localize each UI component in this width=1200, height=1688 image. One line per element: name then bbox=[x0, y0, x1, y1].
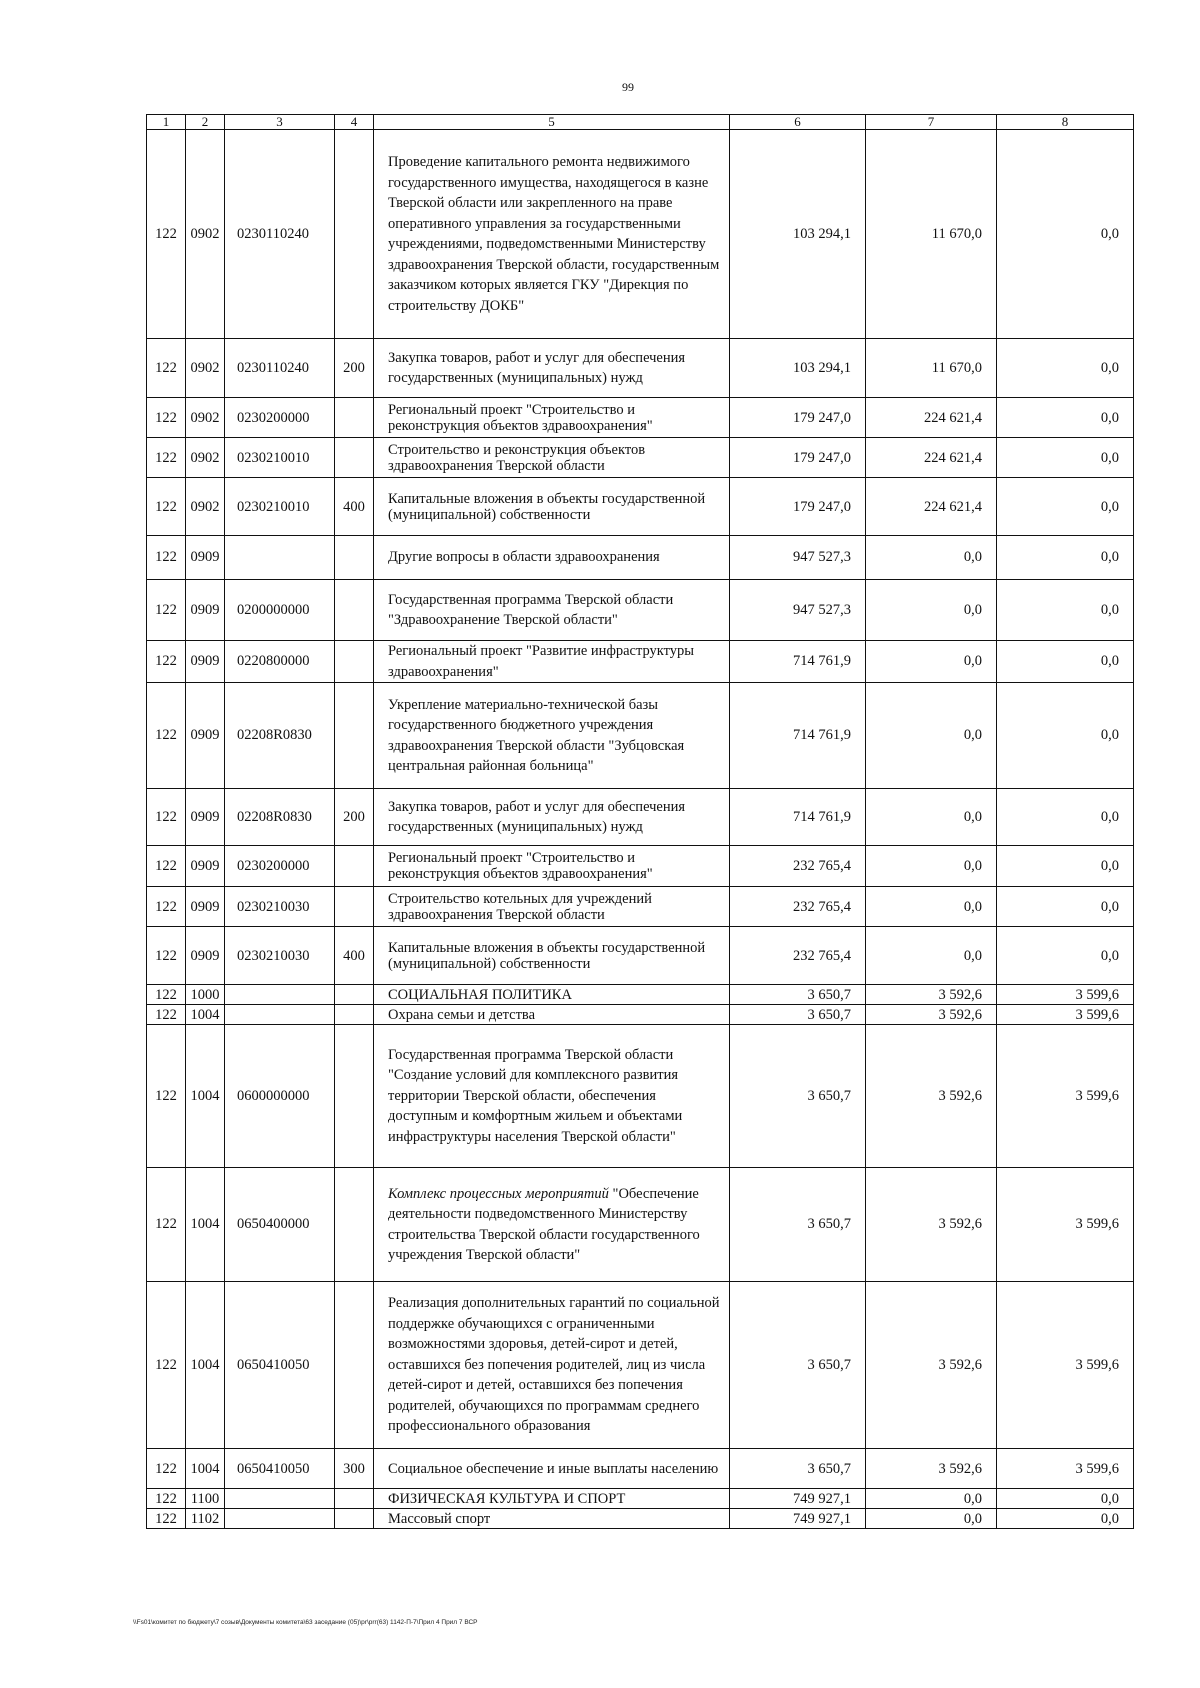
cell-amount-year1: 3 650,7 bbox=[730, 1025, 866, 1168]
cell-admin-code: 122 bbox=[147, 1489, 186, 1509]
table-row bbox=[147, 580, 1134, 641]
table-row bbox=[147, 1168, 1134, 1282]
cell-amount-year3: 3 599,6 bbox=[997, 1005, 1134, 1025]
cell-target-article: 0200000000 bbox=[225, 580, 335, 641]
cell-amount-year3: 3 599,6 bbox=[997, 1449, 1134, 1489]
table-header-row bbox=[147, 115, 1134, 130]
cell-target-article: 0230210010 bbox=[225, 438, 335, 478]
table-row bbox=[147, 398, 1134, 438]
cell-target-article: 0650410050 bbox=[225, 1282, 335, 1449]
cell-amount-year3: 0,0 bbox=[997, 1489, 1134, 1509]
cell-description: Реализация дополнительных гарантий по социальной поддержке обучающихся с ограниченными возможностями здоровья, детей-сирот и детей, оставшихся без попечения родителей, лиц из числа детей-сирот и детей, оставшихся без попечения родителей, обучающихся по программам среднего профессионального образования bbox=[374, 1282, 730, 1449]
cell-section-code: 0902 bbox=[186, 130, 225, 339]
table-row bbox=[147, 1489, 1134, 1509]
cell-amount-year3: 3 599,6 bbox=[997, 1168, 1134, 1282]
cell-admin-code: 122 bbox=[147, 478, 186, 536]
cell-target-article: 0230210010 bbox=[225, 478, 335, 536]
cell-amount-year1: 714 761,9 bbox=[730, 641, 866, 683]
cell-target-article bbox=[225, 536, 335, 580]
cell-section-code: 0909 bbox=[186, 683, 225, 789]
cell-target-article: 0600000000 bbox=[225, 1025, 335, 1168]
cell-admin-code: 122 bbox=[147, 641, 186, 683]
cell-admin-code: 122 bbox=[147, 1005, 186, 1025]
cell-amount-year3: 0,0 bbox=[997, 580, 1134, 641]
cell-amount-year1: 947 527,3 bbox=[730, 536, 866, 580]
cell-expense-type bbox=[335, 536, 374, 580]
cell-expense-type bbox=[335, 130, 374, 339]
table-row bbox=[147, 985, 1134, 1005]
cell-expense-type bbox=[335, 846, 374, 887]
cell-section-code: 1004 bbox=[186, 1005, 225, 1025]
table-row bbox=[147, 1449, 1134, 1489]
cell-expense-type: 400 bbox=[335, 927, 374, 985]
cell-amount-year3: 0,0 bbox=[997, 846, 1134, 887]
cell-target-article: 0230210030 bbox=[225, 887, 335, 927]
cell-description: Социальное обеспечение и иные выплаты населению bbox=[374, 1449, 730, 1489]
table-row bbox=[147, 130, 1134, 339]
cell-target-article bbox=[225, 985, 335, 1005]
cell-description: Закупка товаров, работ и услуг для обеспечения государственных (муниципальных) нужд bbox=[374, 789, 730, 846]
cell-amount-year2: 224 621,4 bbox=[866, 478, 997, 536]
cell-amount-year3: 3 599,6 bbox=[997, 1025, 1134, 1168]
cell-amount-year2: 3 592,6 bbox=[866, 1282, 997, 1449]
cell-section-code: 1100 bbox=[186, 1489, 225, 1509]
cell-amount-year3: 0,0 bbox=[997, 789, 1134, 846]
cell-section-code: 0902 bbox=[186, 438, 225, 478]
cell-target-article: 0230210030 bbox=[225, 927, 335, 985]
cell-section-code: 1004 bbox=[186, 1025, 225, 1168]
cell-amount-year2: 3 592,6 bbox=[866, 1168, 997, 1282]
cell-expense-type: 200 bbox=[335, 789, 374, 846]
cell-target-article: 0230200000 bbox=[225, 846, 335, 887]
header-cell: 4 bbox=[335, 115, 374, 130]
table-row bbox=[147, 339, 1134, 398]
cell-section-code: 1004 bbox=[186, 1282, 225, 1449]
cell-expense-type bbox=[335, 1005, 374, 1025]
cell-amount-year1: 232 765,4 bbox=[730, 927, 866, 985]
cell-expense-type bbox=[335, 1489, 374, 1509]
cell-section-code: 1000 bbox=[186, 985, 225, 1005]
cell-expense-type bbox=[335, 683, 374, 789]
cell-target-article: 0650400000 bbox=[225, 1168, 335, 1282]
cell-amount-year2: 0,0 bbox=[866, 536, 997, 580]
cell-amount-year1: 232 765,4 bbox=[730, 846, 866, 887]
table-row bbox=[147, 438, 1134, 478]
cell-admin-code: 122 bbox=[147, 130, 186, 339]
cell-expense-type bbox=[335, 398, 374, 438]
cell-amount-year2: 0,0 bbox=[866, 1509, 997, 1529]
cell-expense-type bbox=[335, 1509, 374, 1529]
cell-target-article: 02208R0830 bbox=[225, 683, 335, 789]
cell-amount-year2: 3 592,6 bbox=[866, 1449, 997, 1489]
cell-target-article: 02208R0830 bbox=[225, 789, 335, 846]
cell-section-code: 0909 bbox=[186, 927, 225, 985]
cell-amount-year3: 0,0 bbox=[997, 478, 1134, 536]
cell-amount-year3: 0,0 bbox=[997, 398, 1134, 438]
cell-amount-year2: 0,0 bbox=[866, 1489, 997, 1509]
cell-admin-code: 122 bbox=[147, 1025, 186, 1168]
cell-description: Охрана семьи и детства bbox=[374, 1005, 730, 1025]
cell-amount-year1: 714 761,9 bbox=[730, 683, 866, 789]
cell-admin-code: 122 bbox=[147, 1509, 186, 1529]
cell-admin-code: 122 bbox=[147, 927, 186, 985]
cell-expense-type bbox=[335, 887, 374, 927]
cell-admin-code: 122 bbox=[147, 339, 186, 398]
cell-section-code: 1004 bbox=[186, 1168, 225, 1282]
cell-amount-year1: 749 927,1 bbox=[730, 1489, 866, 1509]
cell-section-code: 0909 bbox=[186, 846, 225, 887]
cell-admin-code: 122 bbox=[147, 985, 186, 1005]
cell-description: Региональный проект "Строительство и реконструкция объектов здравоохранения" bbox=[374, 398, 730, 438]
cell-target-article: 0650410050 bbox=[225, 1449, 335, 1489]
cell-expense-type: 200 bbox=[335, 339, 374, 398]
cell-amount-year2: 0,0 bbox=[866, 580, 997, 641]
cell-description: Закупка товаров, работ и услуг для обеспечения государственных (муниципальных) нужд bbox=[374, 339, 730, 398]
cell-expense-type bbox=[335, 1025, 374, 1168]
cell-amount-year2: 0,0 bbox=[866, 641, 997, 683]
table-row bbox=[147, 641, 1134, 683]
cell-amount-year3: 0,0 bbox=[997, 683, 1134, 789]
cell-admin-code: 122 bbox=[147, 683, 186, 789]
cell-description: Другие вопросы в области здравоохранения bbox=[374, 536, 730, 580]
cell-amount-year2: 11 670,0 bbox=[866, 130, 997, 339]
cell-target-article bbox=[225, 1489, 335, 1509]
footer-file-path: \\Fs01\комитет по бюджету\7 созыв\Документы комитета\63 заседание (05)\pr\prr(63) 1142-П-7\Прил 4 Прил 7 ВСР bbox=[133, 1619, 478, 1626]
header-cell: 7 bbox=[866, 115, 997, 130]
cell-target-article: 0220800000 bbox=[225, 641, 335, 683]
cell-expense-type: 300 bbox=[335, 1449, 374, 1489]
cell-target-article bbox=[225, 1509, 335, 1529]
cell-amount-year1: 103 294,1 bbox=[730, 339, 866, 398]
table-row bbox=[147, 789, 1134, 846]
cell-description: Региональный проект "Строительство и реконструкция объектов здравоохранения" bbox=[374, 846, 730, 887]
cell-expense-type: 400 bbox=[335, 478, 374, 536]
cell-section-code: 0902 bbox=[186, 339, 225, 398]
cell-admin-code: 122 bbox=[147, 438, 186, 478]
cell-section-code: 0909 bbox=[186, 789, 225, 846]
cell-section-code: 0909 bbox=[186, 887, 225, 927]
cell-amount-year1: 3 650,7 bbox=[730, 1282, 866, 1449]
header-cell: 6 bbox=[730, 115, 866, 130]
table-row bbox=[147, 1025, 1134, 1168]
cell-admin-code: 122 bbox=[147, 887, 186, 927]
cell-target-article: 0230200000 bbox=[225, 398, 335, 438]
cell-amount-year3: 3 599,6 bbox=[997, 1282, 1134, 1449]
cell-expense-type bbox=[335, 641, 374, 683]
cell-amount-year1: 103 294,1 bbox=[730, 130, 866, 339]
cell-description: Укрепление материально-технической базы государственного бюджетного учреждения здравоохранения Тверской области "Зубцовская центральная районная больница" bbox=[374, 683, 730, 789]
cell-section-code: 1102 bbox=[186, 1509, 225, 1529]
cell-amount-year3: 0,0 bbox=[997, 927, 1134, 985]
cell-admin-code: 122 bbox=[147, 1449, 186, 1489]
cell-amount-year1: 3 650,7 bbox=[730, 1005, 866, 1025]
cell-amount-year1: 3 650,7 bbox=[730, 985, 866, 1005]
cell-section-code: 0909 bbox=[186, 536, 225, 580]
cell-description: ФИЗИЧЕСКАЯ КУЛЬТУРА И СПОРТ bbox=[374, 1489, 730, 1509]
cell-expense-type bbox=[335, 1168, 374, 1282]
cell-amount-year3: 0,0 bbox=[997, 130, 1134, 339]
cell-admin-code: 122 bbox=[147, 580, 186, 641]
cell-amount-year2: 0,0 bbox=[866, 683, 997, 789]
cell-expense-type bbox=[335, 985, 374, 1005]
cell-target-article: 0230110240 bbox=[225, 130, 335, 339]
cell-section-code: 1004 bbox=[186, 1449, 225, 1489]
table-row bbox=[147, 1005, 1134, 1025]
cell-admin-code: 122 bbox=[147, 398, 186, 438]
cell-admin-code: 122 bbox=[147, 536, 186, 580]
page-number: 99 bbox=[622, 80, 634, 94]
cell-amount-year1: 749 927,1 bbox=[730, 1509, 866, 1529]
cell-expense-type bbox=[335, 1282, 374, 1449]
cell-description: Строительство котельных для учреждений здравоохранения Тверской области bbox=[374, 887, 730, 927]
description-text: "Обеспечение деятельности подведомственного Министерству строительства Тверской области государственного учреждения Тверской области" bbox=[388, 1185, 700, 1263]
cell-amount-year2: 3 592,6 bbox=[866, 1005, 997, 1025]
cell-admin-code: 122 bbox=[147, 846, 186, 887]
cell-amount-year1: 3 650,7 bbox=[730, 1449, 866, 1489]
cell-amount-year2: 3 592,6 bbox=[866, 985, 997, 1005]
cell-admin-code: 122 bbox=[147, 1282, 186, 1449]
cell-admin-code: 122 bbox=[147, 789, 186, 846]
description-italic-prefix: Комплекс процессных мероприятий bbox=[388, 1185, 609, 1202]
cell-section-code: 0909 bbox=[186, 580, 225, 641]
cell-amount-year2: 0,0 bbox=[866, 789, 997, 846]
table-row bbox=[147, 536, 1134, 580]
budget-table bbox=[146, 114, 1134, 1529]
cell-description: Капитальные вложения в объекты государственной (муниципальной) собственности bbox=[374, 927, 730, 985]
cell-description: Государственная программа Тверской области "Здравоохранение Тверской области" bbox=[374, 580, 730, 641]
header-cell: 3 bbox=[225, 115, 335, 130]
cell-amount-year1: 3 650,7 bbox=[730, 1168, 866, 1282]
table-row bbox=[147, 846, 1134, 887]
cell-description: Строительство и реконструкция объектов здравоохранения Тверской области bbox=[374, 438, 730, 478]
cell-amount-year3: 0,0 bbox=[997, 438, 1134, 478]
cell-section-code: 0909 bbox=[186, 641, 225, 683]
cell-description bbox=[374, 1168, 730, 1282]
cell-amount-year2: 224 621,4 bbox=[866, 398, 997, 438]
cell-description: Капитальные вложения в объекты государственной (муниципальной) собственности bbox=[374, 478, 730, 536]
cell-description: Проведение капитального ремонта недвижимого государственного имущества, находящегося в казне Тверской области или закрепленного на праве оперативного управления за государственными учреждениями, подведомственными Министерству здравоохранения Тверской области, государственным заказчиком которых является ГКУ "Дирекция по строительству ДОКБ" bbox=[374, 130, 730, 339]
cell-amount-year3: 3 599,6 bbox=[997, 985, 1134, 1005]
cell-amount-year3: 0,0 bbox=[997, 1509, 1134, 1529]
cell-amount-year2: 0,0 bbox=[866, 927, 997, 985]
cell-description: Региональный проект "Развитие инфраструктуры здравоохранения" bbox=[374, 641, 730, 683]
cell-amount-year2: 3 592,6 bbox=[866, 1025, 997, 1168]
cell-amount-year2: 224 621,4 bbox=[866, 438, 997, 478]
cell-expense-type bbox=[335, 580, 374, 641]
cell-amount-year1: 179 247,0 bbox=[730, 438, 866, 478]
cell-amount-year1: 232 765,4 bbox=[730, 887, 866, 927]
cell-amount-year2: 11 670,0 bbox=[866, 339, 997, 398]
cell-amount-year3: 0,0 bbox=[997, 641, 1134, 683]
table-row bbox=[147, 887, 1134, 927]
table-row bbox=[147, 478, 1134, 536]
header-cell: 1 bbox=[147, 115, 186, 130]
table-row bbox=[147, 1282, 1134, 1449]
table-row bbox=[147, 683, 1134, 789]
header-cell: 5 bbox=[374, 115, 730, 130]
cell-amount-year2: 0,0 bbox=[866, 846, 997, 887]
cell-amount-year3: 0,0 bbox=[997, 887, 1134, 927]
cell-amount-year1: 179 247,0 bbox=[730, 398, 866, 438]
cell-amount-year1: 714 761,9 bbox=[730, 789, 866, 846]
cell-amount-year2: 0,0 bbox=[866, 887, 997, 927]
table-row bbox=[147, 927, 1134, 985]
header-cell: 2 bbox=[186, 115, 225, 130]
header-cell: 8 bbox=[997, 115, 1134, 130]
table-row bbox=[147, 1509, 1134, 1529]
cell-expense-type bbox=[335, 438, 374, 478]
cell-section-code: 0902 bbox=[186, 478, 225, 536]
cell-target-article: 0230110240 bbox=[225, 339, 335, 398]
cell-description: Массовый спорт bbox=[374, 1509, 730, 1529]
cell-description: СОЦИАЛЬНАЯ ПОЛИТИКА bbox=[374, 985, 730, 1005]
cell-description: Государственная программа Тверской области "Создание условий для комплексного развития территории Тверской области, обеспечения доступным и комфортным жильем и объектами инфраструктуры населения Тверской области" bbox=[374, 1025, 730, 1168]
cell-amount-year3: 0,0 bbox=[997, 536, 1134, 580]
cell-admin-code: 122 bbox=[147, 1168, 186, 1282]
cell-amount-year3: 0,0 bbox=[997, 339, 1134, 398]
cell-amount-year1: 179 247,0 bbox=[730, 478, 866, 536]
cell-target-article bbox=[225, 1005, 335, 1025]
cell-amount-year1: 947 527,3 bbox=[730, 580, 866, 641]
cell-section-code: 0902 bbox=[186, 398, 225, 438]
